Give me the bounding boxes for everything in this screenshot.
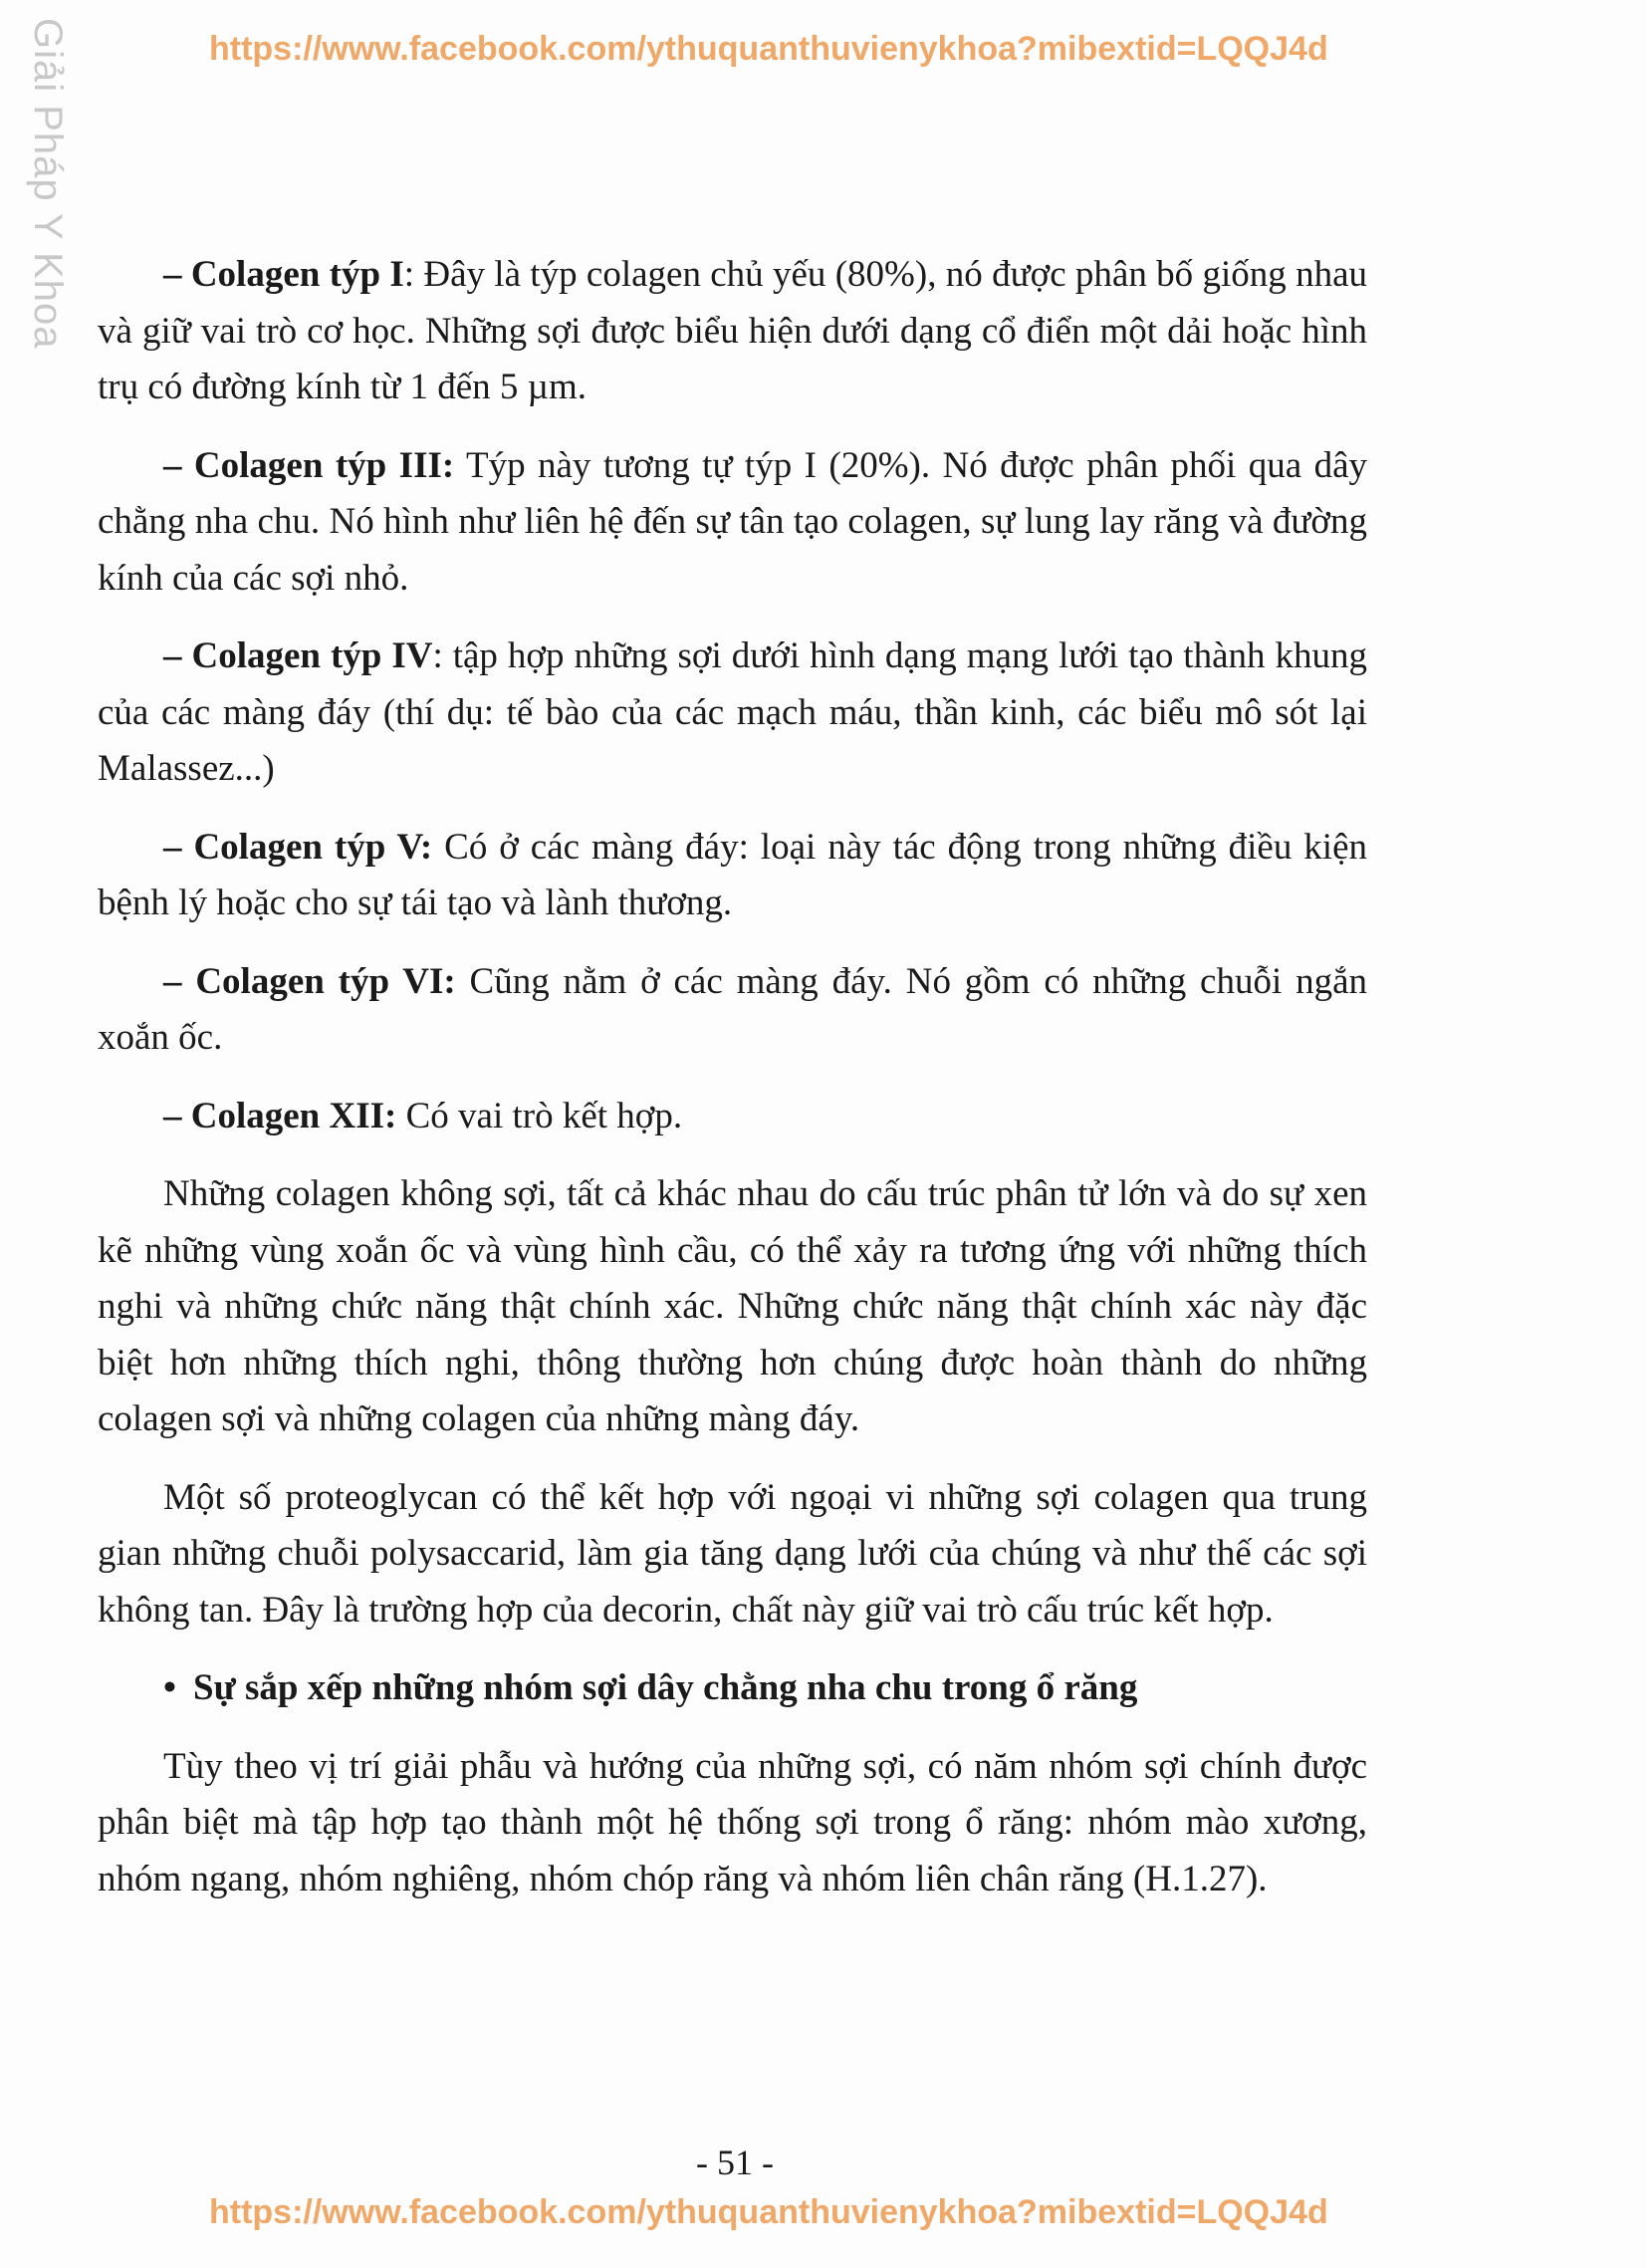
colagen-item-text: Có ở các màng đáy: loại này tác động trong những điều kiện bệnh lý hoặc cho sự tái tạo và lành thương. [98, 826, 1367, 923]
watermark-side-text: Giải Pháp Y Khoa [26, 18, 70, 350]
colagen-item-lead: – Colagen týp I [163, 254, 404, 295]
page-body [98, 247, 1367, 1929]
section-heading [98, 1660, 1367, 1717]
bullet-icon: • [163, 1667, 176, 1708]
colagen-item-lead: – Colagen týp V: [163, 826, 433, 868]
colagen-item-lead: – Colagen týp III: [163, 444, 455, 486]
body-paragraph-3: Tùy theo vị trí giải phẫu và hướng của những sợi, có năm nhóm sợi chính được phân biệt mà tập hợp tạo thành một hệ thống sợi trong ổ răng: nhóm mào xương, nhóm ngang, nhóm nghiêng, nhóm chóp răng và nhóm liên chân răng (H.1.27). [98, 1745, 1367, 1899]
body-paragraph-2: Một số proteoglycan có thể kết hợp với ngoại vi những sợi colagen qua trung gian những chuỗi polysaccarid, làm gia tăng dạng lưới của chúng và như thế các sợi không tan. Đây là trường hợp của decorin, chất này giữ vai trò cấu trúc kết hợp. [98, 1476, 1367, 1631]
section-heading-text: Sự sắp xếp những nhóm sợi dây chằng nha chu trong ổ răng [193, 1667, 1138, 1708]
colagen-item-6 [98, 1089, 1367, 1145]
colagen-item-text: : tập hợp những sợi dưới hình dạng mạng lưới tạo thành khung của các màng đáy (thí dụ: tế bào của các mạch máu, thần kinh, các biểu mô sót lại Malassez...) [98, 635, 1367, 789]
body-paragraph-1: Những colagen không sợi, tất cả khác nhau do cấu trúc phân tử lớn và do sự xen kẽ những vùng xoắn ốc và vùng hình cầu, có thể xảy ra tương ứng với những thích nghi và những chức năng thật chính xác. Những chức năng thật chính xác này đặc biệt hơn những thích nghi, thông thường hơn chúng được hoàn thành do những colagen sợi và những colagen của những màng đáy. [98, 1173, 1367, 1439]
colagen-item-1 [98, 247, 1367, 416]
colagen-item-text: : Đây là týp colagen chủ yếu (80%), nó được phân bố giống nhau và giữ vai trò cơ học. Những sợi được biểu hiện dưới dạng cổ điển một dải hoặc hình trụ có đường kính từ 1 đến 5 µm. [98, 254, 1367, 407]
colagen-item-lead: – Colagen XII: [163, 1095, 397, 1136]
colagen-item-3 [98, 629, 1367, 798]
page-number: - 51 - [696, 2142, 774, 2182]
colagen-item-2 [98, 438, 1367, 608]
colagen-item-text: Cũng nằm ở các màng đáy. Nó gồm có những chuỗi ngắn xoắn ốc. [98, 960, 1367, 1058]
colagen-item-text: Có vai trò kết hợp. [396, 1095, 683, 1136]
colagen-item-lead: – Colagen týp IV [163, 635, 433, 676]
watermark-url-top: https://www.facebook.com/ythuquanthuvienykhoa?mibextid=LQQJ4d [209, 30, 1328, 68]
watermark-url-bottom: https://www.facebook.com/ythuquanthuvienykhoa?mibextid=LQQJ4d [209, 2193, 1328, 2231]
colagen-item-5 [98, 954, 1367, 1067]
colagen-item-text: Týp này tương tự týp I (20%). Nó được phân phối qua dây chằng nha chu. Nó hình như liên hệ đến sự tân tạo colagen, sự lung lay răng và đường kính của các sợi nhỏ. [98, 444, 1367, 599]
colagen-item-lead: – Colagen týp VI: [163, 960, 456, 1002]
colagen-item-4 [98, 820, 1367, 932]
